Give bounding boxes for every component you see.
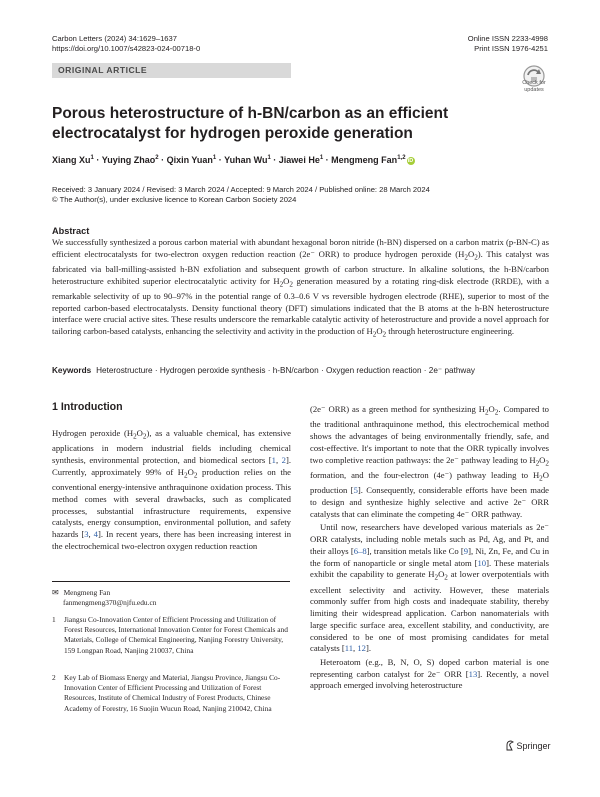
body-paragraph: Until now, researchers have developed various materials as 2e⁻ ORR catalysts, including noble metals such as Pd, Ag, and Pt, and their alloys [6–8], transition metals like Co [9], Ni, Zn, Fe, and Cu in the form of nanoparticle or single metal atom [10]. These materials exhibit the capability to generate $H_2O_2$ at lower overpotentials with excellent selectivity and activity. However, these materials commonly suffer from high costs and inadequate stability, thereby limiting their widespread application. Carbon nanomaterials with large specific surface area, excellent stability, and conductivity, are considered to be one of most promising candidates for metal catalysts [11, 12]. (310, 522, 550, 654)
publisher-name: Springer (516, 741, 551, 751)
envelope-icon: ✉ (52, 588, 59, 597)
article-type-label: ORIGINAL ARTICLE (58, 65, 148, 75)
doi-link[interactable]: https://doi.org/10.1007/s42823-024-00718-0 (52, 44, 201, 53)
keywords (52, 365, 552, 375)
copyright-notice: © The Author(s), under exclusive licence to Korean Carbon Society 2024 (52, 195, 297, 205)
print-issn: Print ISSN 1976-4251 (474, 44, 548, 53)
body-paragraph: Heteroatom (e.g., B, N, O, S) doped carbon material is one representing carbon catalyst for 2e⁻ ORR [13]. Recently, a novel approach emerged involving heterostructure (310, 656, 549, 691)
corresponding-name: Mengmeng Fan (63, 588, 111, 597)
journal-reference: Carbon Letters (2024) 34:1629–1637 (52, 34, 177, 43)
keywords-heading: Keywords (52, 366, 92, 375)
orcid-icon[interactable]: iD (407, 158, 414, 164)
publisher-logo (505, 740, 551, 751)
intro-left-column (52, 428, 291, 552)
footnote-divider (52, 581, 290, 582)
author-name[interactable]: Jiawei He (278, 155, 320, 165)
author-name[interactable]: Qixin Yuan (166, 155, 213, 165)
keywords-list: Heterostructure · Hydrogen peroxide synthesis · h-BN/carbon · Oxygen reduction reaction · 2e⁻ pathway (96, 366, 475, 375)
corresponding-email[interactable]: fanmengmeng370@njfu.edu.cn (63, 598, 157, 608)
author-affiliation-marker: 2 (155, 155, 159, 161)
online-issn: Online ISSN 2233-4998 (467, 34, 548, 43)
affiliation-number: 2 (52, 673, 56, 682)
affiliation-1 (52, 615, 290, 656)
author-affiliation-marker: 1 (319, 155, 324, 161)
author-affiliation-marker: 1 (267, 155, 271, 161)
affiliation-number: 1 (52, 615, 56, 624)
abstract-heading: Abstract (52, 226, 90, 236)
section-heading: 1 Introduction (52, 401, 123, 413)
author-name[interactable]: Xiang Xu (52, 155, 91, 165)
body-paragraph: Hydrogen peroxide $(H_2O_2)$, as a valuable chemical, has extensive applications in modern industrial fields including chemical synthesis, environmental protection, and biomedical sectors [1, 2]. Currently, approximately 99% of $H_2O_2$ production relies on the conventional energy-intensive anthraquinone oxidation process. This method comes with several drawbacks, such as complicated processes, substantial infrastructure requirements, expensive catalysts, energy consumption, environmental pollution, and safety hazards [3, 4]. In recent years, there has been increasing interest in the electrochemical two-electron oxygen reduction reaction (52, 428, 292, 551)
affiliation-2 (52, 673, 290, 714)
author-name[interactable]: Mengmeng Fan (331, 155, 398, 165)
author-name[interactable]: Yuhan Wu (224, 155, 268, 165)
affiliation-text: Key Lab of Biomass Energy and Material, Jiangsu Province, Jiangsu Co-Innovation Center of Efficient Processing and Utilization of Forest Resources, Institute of Chemical Industry of Forest Products, Chinese Academy of Forestry, 16 Suojin Wucun Road, Nanjing 210042, China (64, 673, 281, 713)
intro-right-column (310, 404, 549, 692)
check-for-updates-label[interactable]: Check for updates (522, 80, 546, 93)
affiliation-text: Jiangsu Co-Innovation Center of Efficient Processing and Utilization of Forest Resources, International Innovation Center for Forest Chemicals and Materials, College of Chemical Engineering, Nanjing Forestry University, 159 Longpan Road, Nanjing 210037, China (64, 615, 288, 655)
body-paragraph: (2e⁻ ORR) as a green method for synthesizing $H_2O_2$. Compared to the traditional anthraquinone method, this electrochemical method shows the advantages of being environmentally friendly, safe, and cost-effective. It's important to note that the ORR typically involves two completive reaction pathways: the 2e⁻ pathway leading to $H_2O_2$ formation, and the four-electron (4e⁻) pathway leading to $H_2O$ production [5]. Consequently, considerable efforts have been made to design and synthesize highly selective and active 2e⁻ ORR catalysts that can eliminate the competing 4e⁻ ORR pathway. (310, 404, 549, 519)
history-dates: Received: 3 January 2024 / Revised: 3 March 2024 / Accepted: 9 March 2024 / Published online: 28 March 2024 (52, 185, 430, 194)
article-type-badge (52, 63, 291, 78)
author-affiliation-marker: 1,2 (397, 155, 406, 161)
author-affiliation-marker: 1 (212, 155, 217, 161)
springer-horse-icon (505, 740, 514, 751)
author-list: Xiang $Xu^1$ · Yuying Zhao$^2$ · Qixin Yuan$^1$ · Yuhan $Wu^1$ · Jiawei $He^1$ · Mengmeng Fan$^{1,2}$ iD (52, 155, 414, 165)
corresponding-author (52, 588, 290, 608)
article-title: Porous heterostructure of h-BN/carbon as an efficient electrocatalyst for hydrogen peroxide generation (52, 105, 449, 142)
abstract-text: We successfully synthesized a porous carbon material with abundant hexagonal boron nitride (h-BN) dispersed on a carbon matrix (p-BN-C) as efficient electrocatalysts for two-electron oxygen reduction reaction (2e⁻ ORR) to produce hydrogen peroxide $(H_2O_2)$. This catalyst was fabricated via ball-milling-assisted h-BN exfoliation and subsequent growth of carbon structure. In alkaline solutions, the h-BN/carbon heterostructure exhibited superior electrocatalytic activity for $H_2O_2$ generation measured by a rotating ring-disk electrode (RRDE), with a remarkable selectivity of up to 90–97% in the potential range of 0.3–0.6 V vs reversible hydrogen electrode (RHE), superior to most of the reported carbon-based electrocatalysts. Density functional theory (DFT) simulations indicated that the B atoms at the h-BN heterostructure interface were crucial active sites. These results underscore the remarkable catalytic activity of heterostructure and provide a novel approach for tailoring carbon-based catalysts, enhancing the selectivity and activity in the production of $H_2O_2$ through heterostructure engineering. (52, 237, 550, 339)
author-affiliation-marker: 1 (90, 155, 94, 161)
publication-dates (52, 185, 430, 206)
author-name[interactable]: Yuying Zhao (101, 155, 156, 165)
